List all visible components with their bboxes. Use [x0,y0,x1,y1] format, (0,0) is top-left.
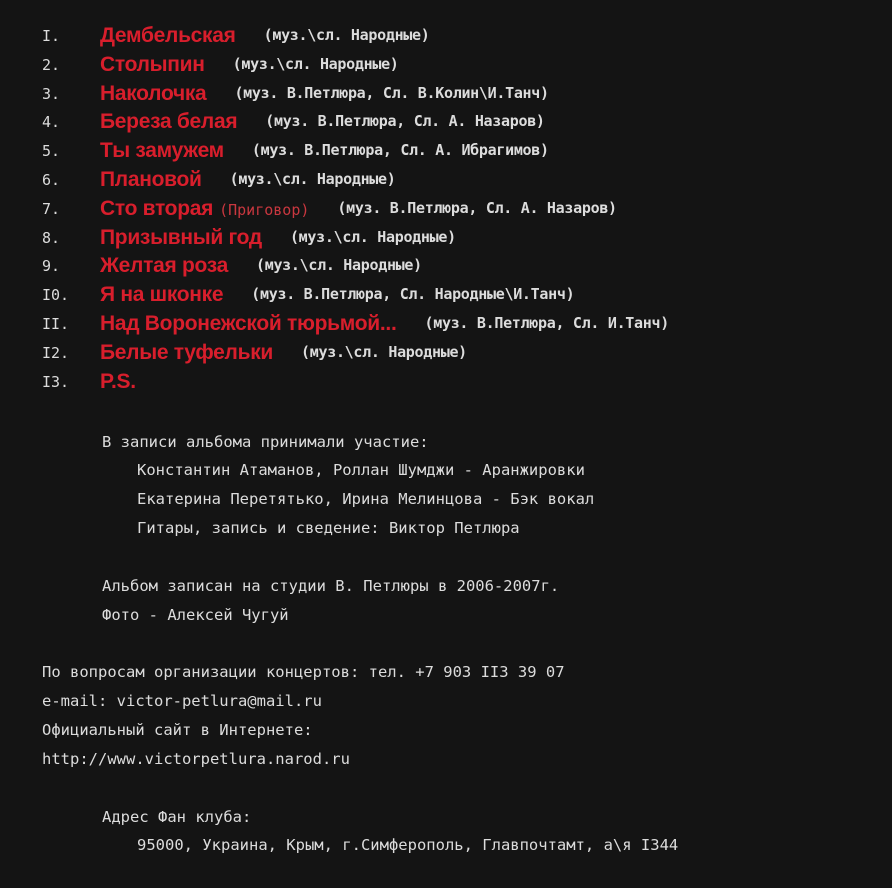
track-title [100,110,545,134]
track-number: 9. [42,257,61,276]
track-credit: (муз. В.Петлюра, Сл. В.Колин\И.Танч) [234,83,549,102]
site-label: Официальный сайт в Интернете: [42,721,313,739]
track-number: 8. [42,228,61,247]
track-title-text: Желтая роза [100,254,228,278]
track-credit: (муз. В.Петлюра, Сл. Народные\И.Танч) [251,285,575,304]
track-number: 2. [42,55,61,74]
track-number: I3. [42,372,70,391]
track-title [100,254,422,278]
track-title-text: Сто вторая [100,196,214,220]
site-url[interactable]: http://www.victorpetlura.narod.ru [42,750,350,768]
track-title-text: Призывный год [100,225,262,249]
track-number: I0. [42,286,70,305]
track-title [100,283,574,307]
track-title [100,341,467,365]
concerts-contact: По вопросам организации концертов: тел. +7 903 II3 39 07 [42,663,565,681]
track-title-text: Дембельская [100,24,236,47]
track-credit: (муз. В.Петлюра, Сл. А. Ибрагимов) [251,141,549,160]
track-title [100,139,549,163]
participants-heading: В записи альбома принимали участие: [102,433,429,451]
track-title-text: Ты замужем [100,139,224,163]
track-credit: (муз.\сл. Народные) [289,227,456,246]
track-title [100,53,399,77]
participants-line: Константин Атаманов, Роллан Шумджи - Аранжировки [137,461,585,479]
email-text[interactable]: e-mail: victor-petlura@mail.ru [42,692,322,710]
track-title-text: Плановой [100,168,202,191]
track-title [100,168,396,192]
studio-text: Альбом записан на студии В. Петлюры в 2006-2007г. [102,577,560,595]
track-title-text: P.S. [100,369,136,393]
track-credit: (муз. В.Петлюра, Сл. А. Назаров) [265,112,545,131]
track-title [100,226,456,250]
track-title [100,82,549,106]
track-credit: (муз.\сл. Народные) [255,256,422,275]
track-title [100,370,136,394]
participants-line: Гитары, запись и сведение: Виктор Петлюра [137,519,520,537]
track-number: 3. [42,84,61,103]
track-number: II. [42,315,70,333]
photo-credit: Фото - Алексей Чугуй [102,606,289,624]
track-title-text: Белые туфельки [100,340,274,364]
track-credit: (муз.\сл. Народные) [263,26,430,44]
track-number: 7. [42,199,61,218]
track-title [100,24,430,48]
track-subtitle: (Приговор) [219,200,310,219]
track-number: I. [42,27,61,45]
track-credit: (муз.\сл. Народные) [229,170,396,188]
track-title-text: Над Воронежской тюрьмой... [100,312,397,335]
track-title-text: Столыпин [100,52,205,76]
track-title [100,197,617,221]
participants-line: Екатерина Перетятько, Ирина Мелинцова - Бэк вокал [137,490,595,508]
track-credit: (муз.\сл. Народные) [232,54,399,73]
track-title [100,312,669,336]
track-title-text: Береза белая [100,110,238,134]
track-number: I2. [42,343,70,362]
fanclub-label: Адрес Фан клуба: [102,808,252,826]
fanclub-address: 95000, Украина, Крым, г.Симферополь, Главпочтамт, а\я I344 [137,836,679,854]
track-credit: (муз. В.Петлюра, Сл. И.Танч) [424,314,669,332]
track-title-text: Я на шконке [100,283,224,307]
track-credit: (муз. В.Петлюра, Сл. А. Назаров) [337,198,617,217]
track-credit: (муз.\сл. Народные) [301,342,467,361]
track-number: 5. [42,142,61,161]
track-number: 4. [42,113,61,132]
track-number: 6. [42,171,61,189]
track-title-text: Наколочка [100,81,207,105]
